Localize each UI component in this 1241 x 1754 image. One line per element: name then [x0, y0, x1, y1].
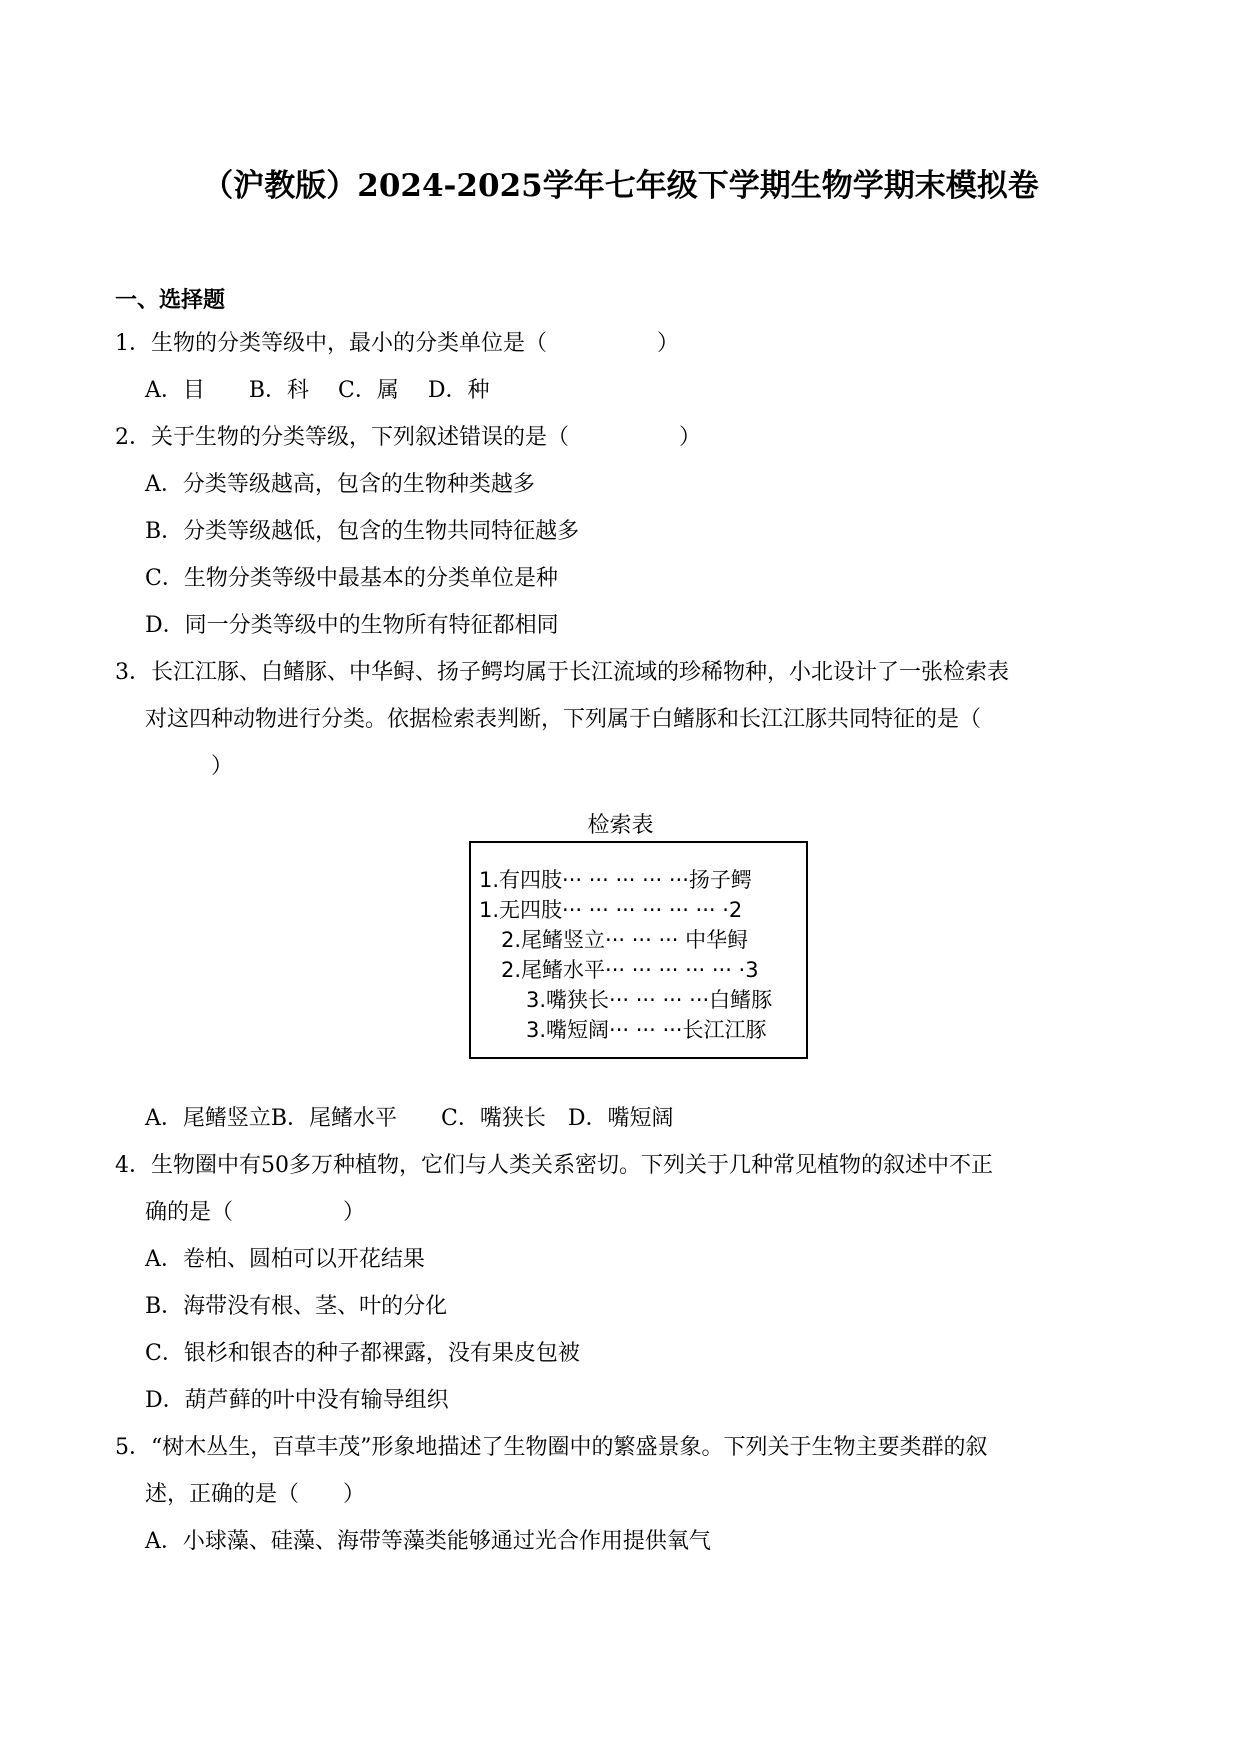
question-2-stem: 2．关于生物的分类等级，下列叙述错误的是（ ）: [115, 425, 701, 450]
question-5-stem-line-1: 5．“树木丛生，百草丰茂”形象地描述了生物圈中的繁盛景象。下列关于生物主要类群的叙: [115, 1435, 988, 1460]
key-line: 1.无四肢··· ··· ··· ··· ··· ··· ·2: [479, 898, 743, 922]
question-4-stem-line-2: 确的是（ ）: [145, 1200, 366, 1225]
question-4-option-c: C．银杉和银杏的种子都裸露，没有果皮包被: [145, 1341, 580, 1366]
key-line: 2.尾鳍水平··· ··· ··· ··· ··· ·3: [501, 958, 759, 982]
question-3-stem-line-1: 3．长江江豚、白鳍豚、中华鲟、扬子鳄均属于长江流域的珍稀物种，小北设计了一张检索表: [115, 660, 1010, 685]
key-table-title: 检索表: [587, 813, 654, 838]
question-3-stem-line-2: 对这四种动物进行分类。依据检索表判断，下列属于白鳍豚和长江江豚共同特征的是（: [145, 707, 982, 732]
question-2-option-b: B．分类等级越低，包含的生物共同特征越多: [145, 519, 580, 544]
key-table: [469, 841, 808, 1059]
question-1-options: A．目 B．科 C．属 D．种: [145, 378, 490, 403]
question-3-stem-line-3: ）: [145, 754, 234, 779]
question-4-stem-line-1: 4．生物圈中有50多万种植物，它们与人类关系密切。下列关于几种常见植物的叙述中不正: [115, 1153, 993, 1178]
key-line: 3.嘴狭长··· ··· ··· ···白鳍豚: [526, 988, 773, 1012]
question-1-stem: 1．生物的分类等级中，最小的分类单位是（ ）: [115, 331, 679, 356]
question-2-option-a: A．分类等级越高，包含的生物种类越多: [145, 472, 535, 497]
question-5-stem-line-2: 述，正确的是（ ）: [145, 1482, 366, 1507]
question-4-option-d: D．葫芦藓的叶中没有输导组织: [145, 1388, 449, 1413]
section-heading: 一、选择题: [115, 288, 226, 313]
question-2-option-d: D．同一分类等级中的生物所有特征都相同: [145, 613, 559, 638]
key-line: 2.尾鳍竖立··· ··· ··· 中华鲟: [501, 928, 749, 952]
question-4-option-b: B．海带没有根、茎、叶的分化: [145, 1294, 448, 1319]
page-title: （沪教版）2024-2025学年七年级下学期生物学期末模拟卷: [202, 168, 1039, 204]
key-line: 1.有四肢··· ··· ··· ··· ···扬子鳄: [479, 868, 752, 892]
key-line: 3.嘴短阔··· ··· ···长江江豚: [526, 1018, 767, 1042]
question-5-option-a: A．小球藻、硅藻、海带等藻类能够通过光合作用提供氧气: [145, 1529, 711, 1554]
question-4-option-a: A．卷柏、圆柏可以开花结果: [145, 1247, 425, 1272]
question-3-options: A．尾鳍竖立B．尾鳍水平 C．嘴狭长 D．嘴短阔: [145, 1106, 674, 1131]
question-2-option-c: C．生物分类等级中最基本的分类单位是种: [145, 566, 558, 591]
